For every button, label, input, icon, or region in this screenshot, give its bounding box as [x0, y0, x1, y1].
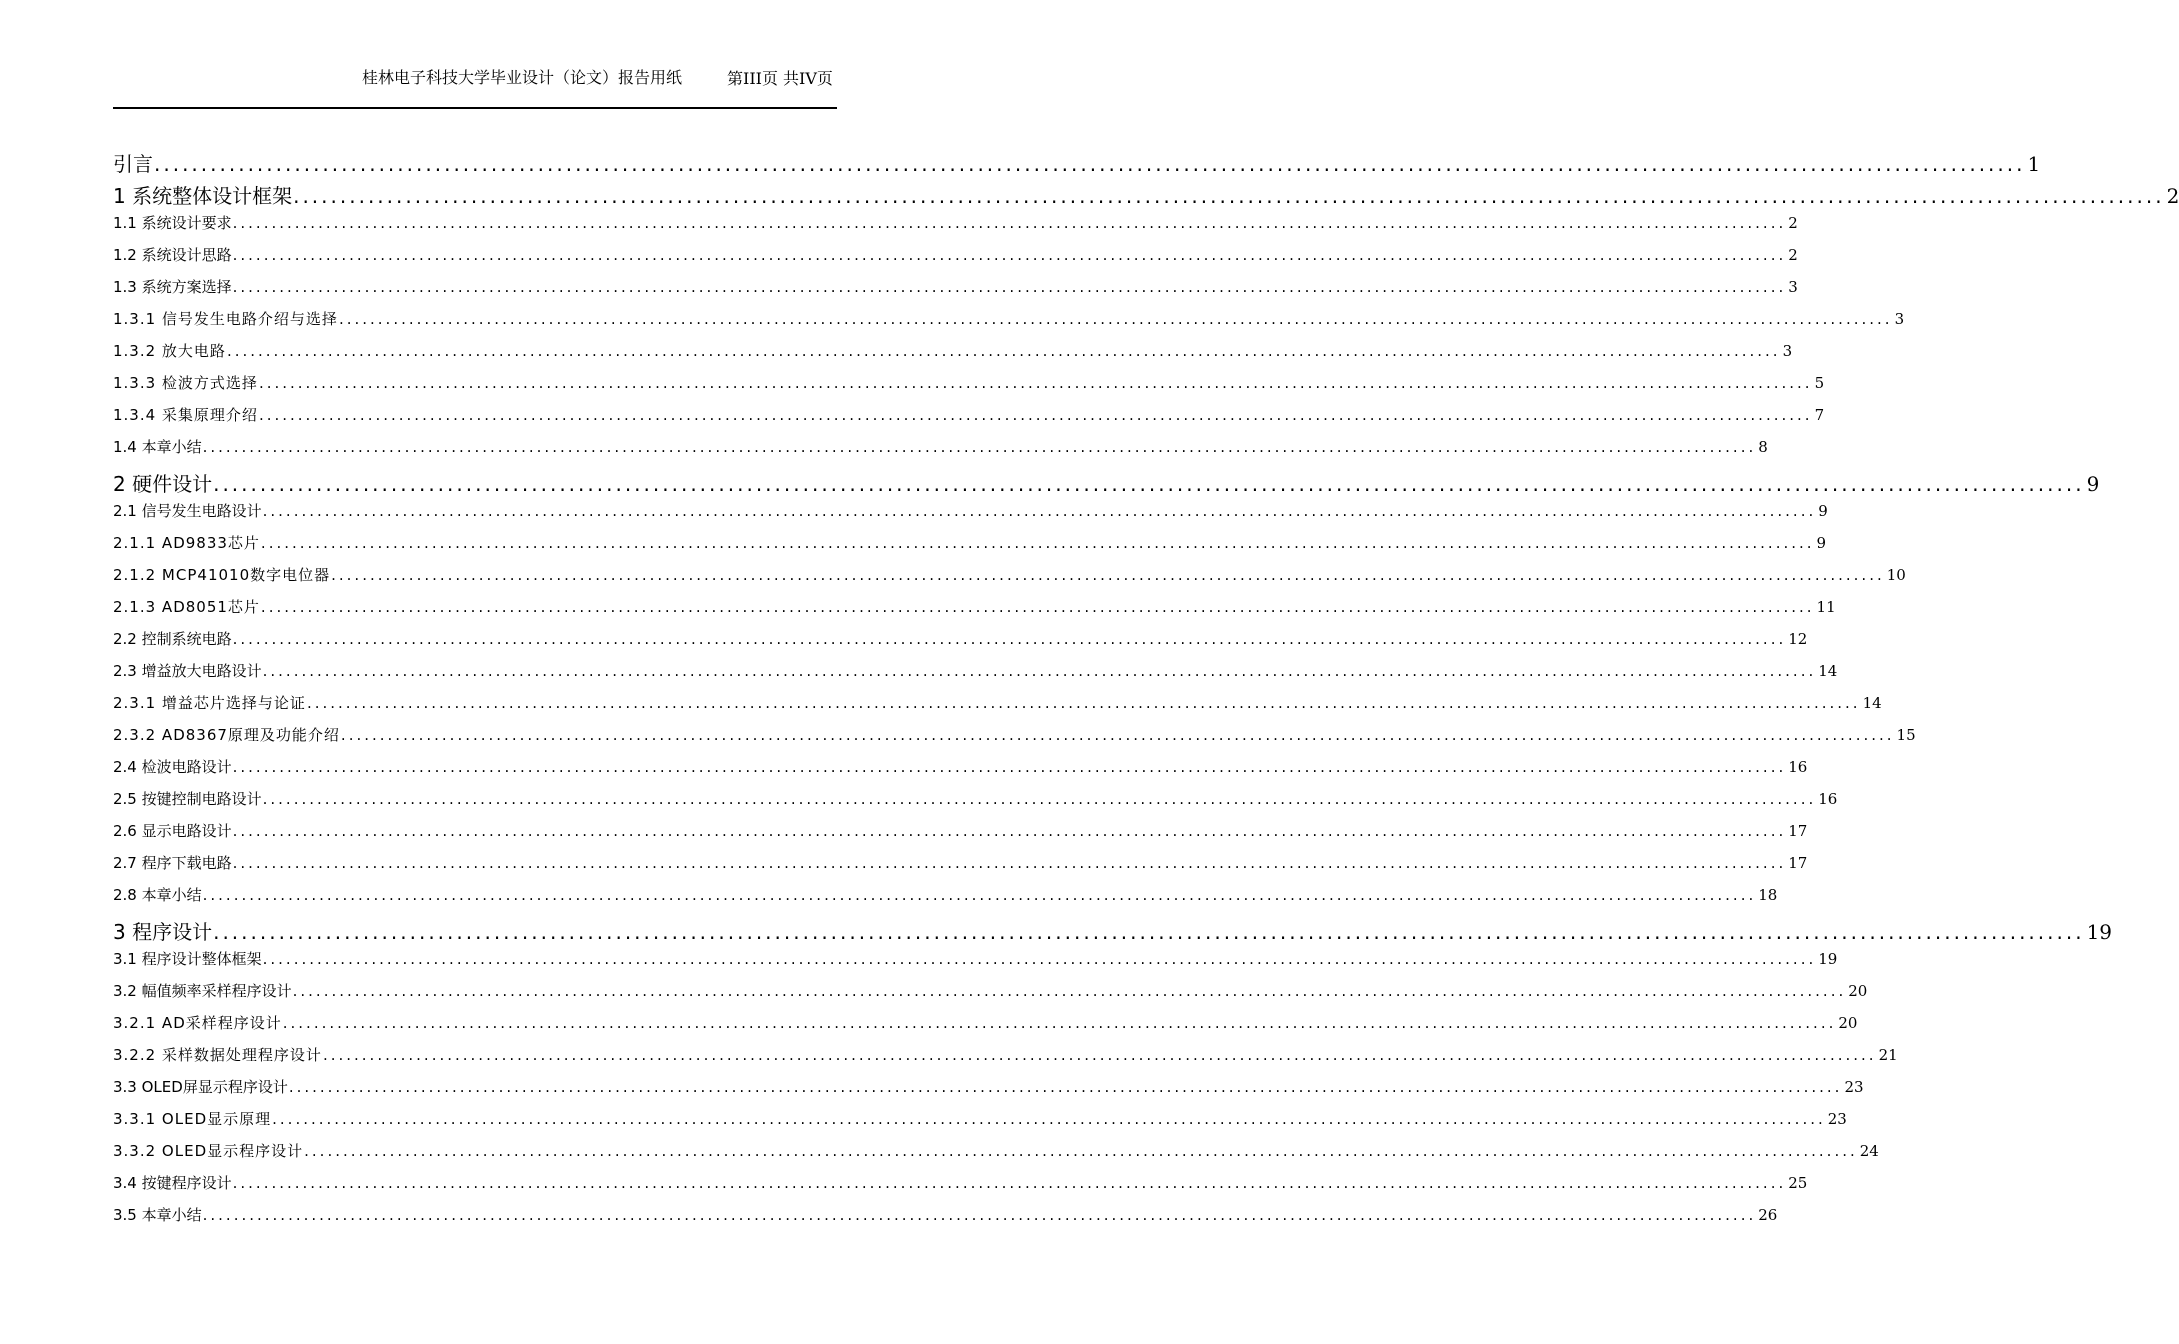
- toc-entry: [113, 1012, 1858, 1033]
- toc-entry-page: 3: [1894, 310, 1905, 328]
- toc-entry: [113, 692, 1882, 713]
- toc-entry-title: 2.3.2 AD8367原理及功能介绍: [113, 726, 340, 744]
- toc-dot-leader: ........................................................................................................................................................................................................: [232, 854, 1787, 872]
- toc-entry: [113, 340, 1793, 361]
- toc-entry-title: 3.2.1 AD采样程序设计: [113, 1014, 282, 1032]
- toc-entry: [113, 308, 1905, 329]
- toc-dot-leader: ........................................................................................................................................................................................................: [272, 1110, 1826, 1128]
- toc-entry-title: 3.1 程序设计整体框架: [113, 950, 262, 968]
- toc-entry: [113, 276, 1798, 297]
- toc-entry-title: 2.3 增益放大电路设计: [113, 662, 262, 680]
- toc-dot-leader: ........................................................................................................................................................................................................: [232, 630, 1787, 648]
- toc-entry-page: 11: [1816, 598, 1836, 616]
- toc-entry-page: 21: [1878, 1046, 1898, 1064]
- toc-entry-page: 20: [1838, 1014, 1858, 1032]
- toc-entry: [113, 532, 1827, 553]
- toc-entry: [113, 404, 1825, 425]
- toc-entry-title: 3.2.2 采样数据处理程序设计: [113, 1046, 322, 1064]
- toc-dot-leader: ........................................................................................................................................................................................................: [232, 822, 1787, 840]
- toc-dot-leader: ........................................................................................................................................................................................................: [293, 184, 2165, 208]
- toc-dot-leader: ........................................................................................................................................................................................................: [340, 726, 1895, 744]
- toc-entry-title: 2.5 按键控制电路设计: [113, 790, 262, 808]
- toc-dot-leader: ........................................................................................................................................................................................................: [232, 1174, 1787, 1192]
- toc-entry: [113, 724, 1916, 745]
- toc-dot-leader: ........................................................................................................................................................................................................: [202, 438, 1757, 456]
- toc-entry-title: 2.1.3 AD8051芯片: [113, 598, 260, 616]
- toc-entry-page: 26: [1758, 1206, 1778, 1224]
- toc-dot-leader: ........................................................................................................................................................................................................: [322, 1046, 1877, 1064]
- toc-entry-page: 24: [1859, 1142, 1879, 1160]
- toc-entry-title: 2.1.2 MCP41010数字电位器: [113, 566, 331, 584]
- toc-entry: [113, 1108, 1847, 1129]
- toc-dot-leader: ........................................................................................................................................................................................................: [282, 1014, 1837, 1032]
- toc-entry-page: 25: [1788, 1174, 1808, 1192]
- toc-entry: [113, 180, 2179, 209]
- header-divider: [113, 107, 837, 109]
- toc-entry-title: 3.3.1 OLED显示原理: [113, 1110, 272, 1128]
- toc-entry-title: 1.4 本章小结: [113, 438, 202, 456]
- toc-entry-title: 2.6 显示电路设计: [113, 822, 232, 840]
- toc-dot-leader: ........................................................................................................................................................................................................: [292, 982, 1847, 1000]
- toc-entry: [113, 1140, 1879, 1161]
- toc-entry-title: 引言: [113, 152, 153, 176]
- toc-entry-page: 20: [1848, 982, 1868, 1000]
- toc-dot-leader: ........................................................................................................................................................................................................: [262, 662, 1817, 680]
- toc-entry-title: 1.3.3 检波方式选择: [113, 374, 258, 392]
- toc-entry-page: 3: [1782, 342, 1793, 360]
- toc-dot-leader: ........................................................................................................................................................................................................: [202, 886, 1757, 904]
- toc-entry-title: 1.1 系统设计要求: [113, 214, 232, 232]
- toc-entry: [113, 1076, 1864, 1097]
- toc-entry-title: 2.4 检波电路设计: [113, 758, 232, 776]
- toc-entry-title: 3.3 OLED屏显示程序设计: [113, 1078, 288, 1096]
- toc-entry-page: 12: [1788, 630, 1808, 648]
- toc-dot-leader: ........................................................................................................................................................................................................: [260, 598, 1815, 616]
- toc-entry-page: 16: [1818, 790, 1838, 808]
- toc-entry-page: 23: [1844, 1078, 1864, 1096]
- toc-entry: [113, 436, 1768, 457]
- toc-entry-title: 1.3.1 信号发生电路介绍与选择: [113, 310, 338, 328]
- page-number-info: 第III页 共IV页: [727, 69, 833, 88]
- toc-entry-page: 15: [1896, 726, 1916, 744]
- toc-entry: [113, 1172, 1808, 1193]
- toc-entry-page: 2: [2166, 184, 2179, 208]
- toc-dot-leader: ........................................................................................................................................................................................................: [258, 406, 1813, 424]
- toc-dot-leader: ........................................................................................................................................................................................................: [331, 566, 1885, 584]
- toc-entry-page: 9: [1816, 534, 1827, 552]
- toc-entry: [113, 244, 1798, 265]
- toc-entry-page: 18: [1758, 886, 1778, 904]
- toc-entry-title: 2.3.1 增益芯片选择与论证: [113, 694, 306, 712]
- toc-dot-leader: ........................................................................................................................................................................................................: [288, 1078, 1843, 1096]
- toc-dot-leader: ........................................................................................................................................................................................................: [304, 1142, 1858, 1160]
- toc-entry: [113, 148, 2041, 177]
- document-title: 桂林电子科技大学毕业设计（论文）报告用纸: [361, 68, 682, 87]
- toc-entry: [113, 756, 1808, 777]
- toc-entry-page: 9: [1818, 502, 1828, 520]
- toc-entry-title: 2.8 本章小结: [113, 886, 202, 904]
- toc-entry-page: 8: [1758, 438, 1768, 456]
- toc-entry: [113, 628, 1808, 649]
- toc-entry-title: 1.3 系统方案选择: [113, 278, 232, 296]
- toc-entry-title: 2 硬件设计: [113, 472, 213, 496]
- toc-dot-leader: ........................................................................................................................................................................................................: [260, 534, 1815, 552]
- toc-entry: [113, 212, 1798, 233]
- toc-dot-leader: ........................................................................................................................................................................................................: [258, 374, 1813, 392]
- toc-entry: [113, 500, 1828, 521]
- toc-entry-page: 2: [1788, 214, 1798, 232]
- toc-dot-leader: ........................................................................................................................................................................................................: [338, 310, 1893, 328]
- toc-entry: [113, 884, 1778, 905]
- toc-dot-leader: ........................................................................................................................................................................................................: [232, 278, 1787, 296]
- toc-dot-leader: ........................................................................................................................................................................................................: [213, 472, 2085, 496]
- toc-entry-title: 3.4 按键程序设计: [113, 1174, 232, 1192]
- toc-entry-page: 9: [2086, 472, 2100, 496]
- toc-entry: [113, 1204, 1778, 1225]
- toc-entry-page: 14: [1862, 694, 1882, 712]
- toc-dot-leader: ........................................................................................................................................................................................................: [262, 502, 1817, 520]
- toc-entry-page: 3: [1788, 278, 1798, 296]
- toc-entry-page: 17: [1788, 822, 1808, 840]
- toc-dot-leader: ........................................................................................................................................................................................................: [306, 694, 1861, 712]
- toc-entry-title: 3.3.2 OLED显示程序设计: [113, 1142, 304, 1160]
- toc-entry: [113, 852, 1808, 873]
- toc-dot-leader: ........................................................................................................................................................................................................: [262, 790, 1817, 808]
- toc-dot-leader: ........................................................................................................................................................................................................: [226, 342, 1781, 360]
- toc-entry: [113, 1044, 1898, 1065]
- toc-dot-leader: ........................................................................................................................................................................................................: [262, 950, 1817, 968]
- toc-entry-title: 3.5 本章小结: [113, 1206, 202, 1224]
- toc-entry: [113, 468, 2100, 497]
- toc-entry: [113, 596, 1836, 617]
- toc-dot-leader: ........................................................................................................................................................................................................: [154, 152, 2026, 176]
- toc-entry-page: 5: [1814, 374, 1825, 392]
- toc-entry-page: 1: [2027, 152, 2041, 176]
- toc-entry-page: 16: [1788, 758, 1808, 776]
- toc-entry-page: 19: [1818, 950, 1838, 968]
- toc-entry-title: 1.3.2 放大电路: [113, 342, 226, 360]
- toc-entry-title: 1.2 系统设计思路: [113, 246, 232, 264]
- toc-entry-title: 2.2 控制系统电路: [113, 630, 232, 648]
- toc-entry: [113, 660, 1838, 681]
- toc-dot-leader: ........................................................................................................................................................................................................: [232, 246, 1787, 264]
- toc-dot-leader: ........................................................................................................................................................................................................: [202, 1206, 1757, 1224]
- toc-entry-page: 7: [1814, 406, 1825, 424]
- toc-dot-leader: ........................................................................................................................................................................................................: [213, 920, 2085, 944]
- toc-entry: [113, 788, 1838, 809]
- toc-dot-leader: ........................................................................................................................................................................................................: [232, 758, 1787, 776]
- toc-entry: [113, 948, 1838, 969]
- toc-entry: [113, 980, 1868, 1001]
- toc-entry: [113, 564, 1906, 585]
- toc-entry-page: 10: [1886, 566, 1906, 584]
- toc-entry: [113, 820, 1808, 841]
- toc-entry-title: 3.2 幅值频率采样程序设计: [113, 982, 292, 1000]
- toc-entry-title: 3 程序设计: [113, 920, 213, 944]
- toc-dot-leader: ........................................................................................................................................................................................................: [232, 214, 1787, 232]
- toc-entry: [113, 372, 1825, 393]
- toc-entry-page: 2: [1788, 246, 1798, 264]
- toc-entry-page: 14: [1818, 662, 1838, 680]
- toc-entry-page: 23: [1827, 1110, 1847, 1128]
- toc-entry-title: 1 系统整体设计框架: [113, 184, 293, 208]
- toc-entry-title: 2.1.1 AD9833芯片: [113, 534, 260, 552]
- toc-entry-page: 19: [2086, 920, 2113, 944]
- toc-entry-title: 1.3.4 采集原理介绍: [113, 406, 258, 424]
- toc-entry-page: 17: [1788, 854, 1808, 872]
- toc-entry-title: 2.7 程序下载电路: [113, 854, 232, 872]
- toc-entry-title: 2.1 信号发生电路设计: [113, 502, 262, 520]
- toc-entry: [113, 916, 2113, 945]
